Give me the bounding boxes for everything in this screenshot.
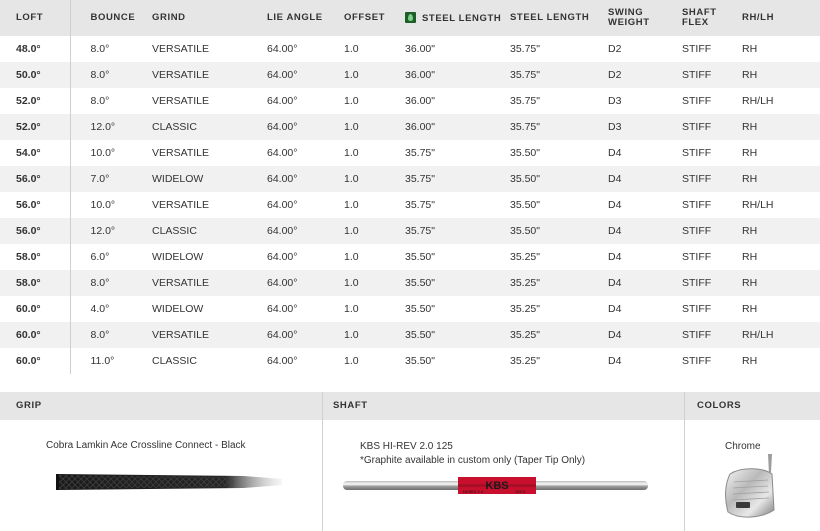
- swing-weight-cell: D4: [608, 348, 682, 374]
- offset-cell: 1.0: [344, 218, 405, 244]
- table-row: [0, 192, 820, 218]
- hand-cell: RH: [742, 114, 820, 140]
- hand-cell: RH/LH: [742, 322, 820, 348]
- lie-angle-cell: 64.00°: [267, 166, 344, 192]
- shaft-image: [343, 474, 648, 498]
- loft-cell: 60.0°: [0, 322, 70, 348]
- shaft-flex-cell: STIFF: [682, 62, 742, 88]
- table-row: [0, 166, 820, 192]
- steel-length-cell: 35.50": [510, 192, 608, 218]
- hand-cell: RH: [742, 218, 820, 244]
- col-swing-weight: [608, 0, 682, 36]
- hand-cell: RH: [742, 348, 820, 374]
- shaft-flex-cell: STIFF: [682, 36, 742, 62]
- colors-header: COLORS: [685, 392, 820, 420]
- steel-length-cell: 35.50": [510, 166, 608, 192]
- steel-length-alt-cell: 35.50": [405, 348, 510, 374]
- grind-cell: CLASSIC: [152, 114, 267, 140]
- bounce-cell: 12.0°: [70, 114, 152, 140]
- lie-angle-cell: 64.00°: [267, 244, 344, 270]
- steel-length-cell: 35.75": [510, 36, 608, 62]
- bounce-cell: 12.0°: [70, 218, 152, 244]
- steel-length-alt-cell: 36.00": [405, 114, 510, 140]
- shaft-name: KBS HI-REV 2.0 125: [360, 441, 453, 452]
- swing-weight-cell: D2: [608, 62, 682, 88]
- bounce-cell: 8.0°: [70, 36, 152, 62]
- steel-length-alt-cell: 35.75": [405, 192, 510, 218]
- table-row: [0, 270, 820, 296]
- offset-cell: 1.0: [344, 140, 405, 166]
- loft-cell: 56.0°: [0, 166, 70, 192]
- lie-angle-cell: 64.00°: [267, 348, 344, 374]
- steel-length-alt-cell: 35.50": [405, 244, 510, 270]
- col-swing-weight-line2: WEIGHT: [608, 17, 650, 28]
- hand-cell: RH: [742, 166, 820, 192]
- steel-length-alt-cell: 36.00": [405, 36, 510, 62]
- grind-cell: VERSATILE: [152, 36, 267, 62]
- table-row: [0, 114, 820, 140]
- grind-cell: WIDELOW: [152, 166, 267, 192]
- specs-header-row: [0, 0, 820, 36]
- steel-length-cell: 35.75": [510, 114, 608, 140]
- lie-angle-cell: 64.00°: [267, 218, 344, 244]
- hand-cell: RH: [742, 62, 820, 88]
- col-bounce: BOUNCE: [70, 0, 152, 36]
- green-leaf-icon: [405, 12, 416, 23]
- grind-cell: CLASSIC: [152, 348, 267, 374]
- swing-weight-cell: D4: [608, 166, 682, 192]
- steel-length-cell: 35.50": [510, 140, 608, 166]
- grind-cell: VERSATILE: [152, 322, 267, 348]
- offset-cell: 1.0: [344, 322, 405, 348]
- divider: [684, 392, 685, 531]
- table-row: [0, 244, 820, 270]
- shaft-flex-cell: STIFF: [682, 88, 742, 114]
- shaft-flex-cell: STIFF: [682, 322, 742, 348]
- shaft-header: SHAFT: [323, 392, 684, 420]
- swing-weight-cell: D4: [608, 192, 682, 218]
- grip-image: [54, 470, 284, 494]
- grind-cell: WIDELOW: [152, 244, 267, 270]
- steel-length-alt-cell: 35.75": [405, 218, 510, 244]
- offset-cell: 1.0: [344, 244, 405, 270]
- shaft-flex-cell: STIFF: [682, 244, 742, 270]
- offset-cell: 1.0: [344, 348, 405, 374]
- steel-length-cell: 35.25": [510, 322, 608, 348]
- steel-length-cell: 35.75": [510, 88, 608, 114]
- grind-cell: VERSATILE: [152, 140, 267, 166]
- shaft-logo: KBS: [485, 480, 509, 492]
- shaft-flex-cell: STIFF: [682, 114, 742, 140]
- offset-cell: 1.0: [344, 166, 405, 192]
- steel-length-cell: 35.75": [510, 62, 608, 88]
- offset-cell: 1.0: [344, 192, 405, 218]
- shaft-flex-cell: STIFF: [682, 166, 742, 192]
- loft-cell: 58.0°: [0, 270, 70, 296]
- bounce-cell: 8.0°: [70, 88, 152, 114]
- grind-cell: VERSATILE: [152, 62, 267, 88]
- offset-cell: 1.0: [344, 62, 405, 88]
- offset-cell: 1.0: [344, 270, 405, 296]
- hand-cell: RH: [742, 36, 820, 62]
- steel-length-cell: 35.25": [510, 244, 608, 270]
- loft-cell: 60.0°: [0, 348, 70, 374]
- color-name: Chrome: [725, 441, 761, 452]
- shaft-band-right: 125 S: [515, 489, 526, 494]
- shaft-flex-cell: STIFF: [682, 140, 742, 166]
- steel-length-alt-cell: 35.50": [405, 296, 510, 322]
- grind-cell: VERSATILE: [152, 192, 267, 218]
- grind-cell: CLASSIC: [152, 218, 267, 244]
- hand-cell: RH: [742, 270, 820, 296]
- offset-cell: 1.0: [344, 296, 405, 322]
- grind-cell: WIDELOW: [152, 296, 267, 322]
- col-lie-angle: LIE ANGLE: [267, 0, 344, 36]
- bounce-cell: 10.0°: [70, 192, 152, 218]
- grind-cell: VERSATILE: [152, 88, 267, 114]
- steel-length-alt-cell: 35.75": [405, 166, 510, 192]
- steel-length-cell: 35.50": [510, 218, 608, 244]
- steel-length-alt-cell: 35.50": [405, 322, 510, 348]
- table-row: [0, 296, 820, 322]
- table-row: [0, 140, 820, 166]
- table-row: [0, 322, 820, 348]
- grip-header: GRIP: [0, 392, 322, 420]
- steel-length-cell: 35.25": [510, 348, 608, 374]
- offset-cell: 1.0: [344, 36, 405, 62]
- swing-weight-cell: D4: [608, 218, 682, 244]
- table-row: [0, 348, 820, 374]
- steel-length-alt-cell: 36.00": [405, 62, 510, 88]
- hand-cell: RH: [742, 296, 820, 322]
- loft-cell: 50.0°: [0, 62, 70, 88]
- specs-body: [0, 36, 820, 374]
- grip-name: Cobra Lamkin Ace Crossline Connect - Black: [46, 440, 246, 451]
- offset-cell: 1.0: [344, 114, 405, 140]
- shaft-flex-cell: STIFF: [682, 218, 742, 244]
- divider: [322, 392, 323, 531]
- col-swing-weight-line1: SWING: [608, 7, 644, 18]
- hand-cell: RH: [742, 140, 820, 166]
- bounce-cell: 4.0°: [70, 296, 152, 322]
- shaft-flex-cell: STIFF: [682, 296, 742, 322]
- loft-cell: 48.0°: [0, 36, 70, 62]
- loft-cell: 52.0°: [0, 114, 70, 140]
- swing-weight-cell: D4: [608, 322, 682, 348]
- table-row: [0, 36, 820, 62]
- lie-angle-cell: 64.00°: [267, 296, 344, 322]
- loft-cell: 60.0°: [0, 296, 70, 322]
- col-hand: RH/LH: [742, 0, 820, 36]
- col-shaft-flex-line1: SHAFT: [682, 7, 717, 18]
- col-steel-length: STEEL LENGTH: [510, 0, 608, 36]
- bounce-cell: 8.0°: [70, 62, 152, 88]
- swing-weight-cell: D4: [608, 244, 682, 270]
- lie-angle-cell: 64.00°: [267, 140, 344, 166]
- bounce-cell: 11.0°: [70, 348, 152, 374]
- steel-length-alt-cell: 35.50": [405, 270, 510, 296]
- bounce-cell: 8.0°: [70, 270, 152, 296]
- shaft-info: [360, 440, 585, 468]
- loft-cell: 56.0°: [0, 218, 70, 244]
- hand-cell: RH: [742, 244, 820, 270]
- grind-cell: VERSATILE: [152, 270, 267, 296]
- bounce-cell: 10.0°: [70, 140, 152, 166]
- loft-cell: 54.0°: [0, 140, 70, 166]
- loft-cell: 52.0°: [0, 88, 70, 114]
- table-row: [0, 88, 820, 114]
- swing-weight-cell: D3: [608, 88, 682, 114]
- col-shaft-flex: [682, 0, 742, 36]
- lie-angle-cell: 64.00°: [267, 192, 344, 218]
- steel-length-cell: 35.25": [510, 270, 608, 296]
- swing-weight-cell: D4: [608, 296, 682, 322]
- col-steel-length-alt-label: STEEL LENGTH: [422, 13, 502, 24]
- offset-cell: 1.0: [344, 88, 405, 114]
- lie-angle-cell: 64.00°: [267, 270, 344, 296]
- col-offset: OFFSET: [344, 0, 405, 36]
- shaft-band-left: HI-REV 2.0: [463, 489, 484, 494]
- shaft-note: *Graphite available in custom only (Taper Tip Only): [360, 455, 586, 466]
- lie-angle-cell: 64.00°: [267, 62, 344, 88]
- col-steel-length-alt: [405, 0, 510, 36]
- steel-length-alt-cell: 35.75": [405, 140, 510, 166]
- col-grind: GRIND: [152, 0, 267, 36]
- table-row: [0, 62, 820, 88]
- bounce-cell: 6.0°: [70, 244, 152, 270]
- lie-angle-cell: 64.00°: [267, 88, 344, 114]
- col-shaft-flex-line2: FLEX: [682, 17, 709, 28]
- steel-length-cell: 35.25": [510, 296, 608, 322]
- hand-cell: RH/LH: [742, 192, 820, 218]
- swing-weight-cell: D4: [608, 270, 682, 296]
- shaft-flex-cell: STIFF: [682, 270, 742, 296]
- hand-cell: RH/LH: [742, 88, 820, 114]
- bounce-cell: 7.0°: [70, 166, 152, 192]
- shaft-flex-cell: STIFF: [682, 192, 742, 218]
- bounce-cell: 8.0°: [70, 322, 152, 348]
- lie-angle-cell: 64.00°: [267, 36, 344, 62]
- lie-angle-cell: 64.00°: [267, 114, 344, 140]
- shaft-flex-cell: STIFF: [682, 348, 742, 374]
- swing-weight-cell: D4: [608, 140, 682, 166]
- swing-weight-cell: D3: [608, 114, 682, 140]
- loft-cell: 56.0°: [0, 192, 70, 218]
- table-row: [0, 218, 820, 244]
- steel-length-alt-cell: 36.00": [405, 88, 510, 114]
- wedge-chrome-image: [722, 452, 782, 524]
- col-loft: LOFT: [0, 0, 70, 36]
- lie-angle-cell: 64.00°: [267, 322, 344, 348]
- loft-cell: 58.0°: [0, 244, 70, 270]
- swing-weight-cell: D2: [608, 36, 682, 62]
